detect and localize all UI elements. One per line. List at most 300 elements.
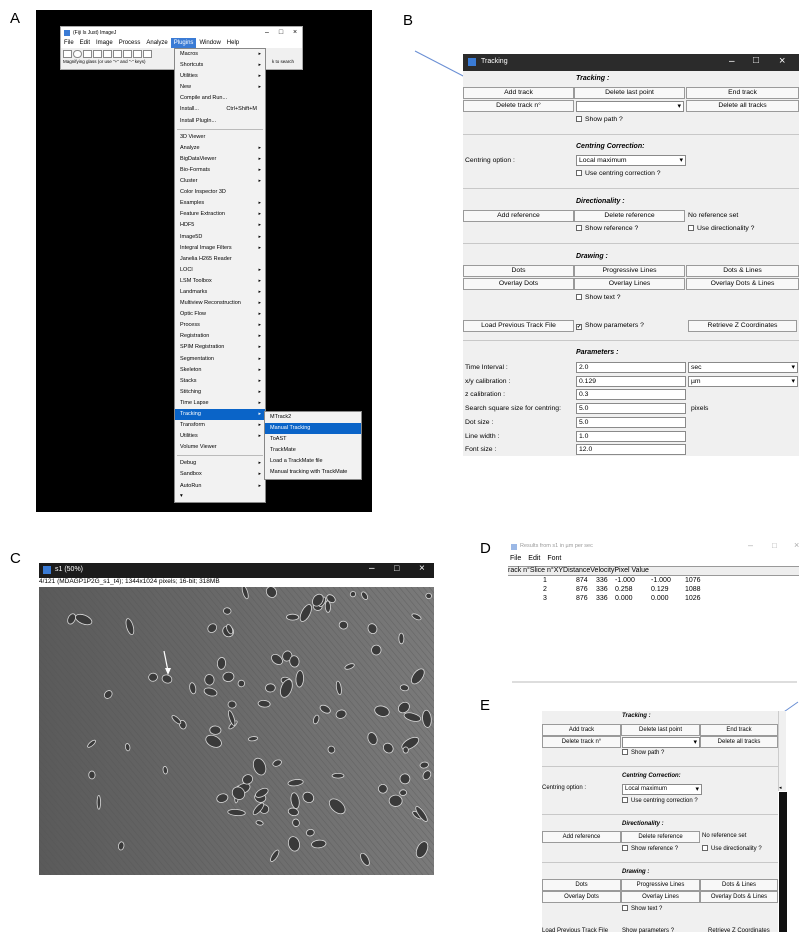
section-divider (463, 243, 799, 244)
plugins-menu-item[interactable] (175, 143, 265, 154)
submenu-arrow-icon: ▸ (258, 73, 261, 80)
checkbox-icon[interactable] (622, 749, 628, 755)
delete-track-n-button[interactable]: Delete track n° (463, 100, 574, 112)
plugins-menu-item[interactable] (175, 93, 265, 104)
table-cell: 0.129 (651, 586, 669, 593)
image-title-bar (39, 563, 434, 578)
plugins-menu-item[interactable] (175, 387, 265, 398)
progressive-lines-button[interactable]: Progressive Lines (574, 265, 685, 277)
delete-reference-button[interactable]: Delete reference (574, 210, 685, 222)
table-cell: 876 (576, 595, 588, 602)
section-drawing-title: Drawing : (622, 869, 650, 875)
show-reference-checkbox[interactable] (622, 845, 678, 852)
table-cell: 1088 (685, 586, 701, 593)
plugins-menu-item[interactable] (175, 354, 265, 365)
plugins-menu-item[interactable] (175, 265, 265, 276)
table-cell: 336 (596, 577, 608, 584)
checkbox-checked-icon[interactable]: ✔ (577, 324, 582, 330)
menu-help[interactable]: Help (226, 40, 240, 46)
show-parameters-checkbox[interactable] (576, 322, 644, 330)
plugins-menu (174, 48, 266, 503)
fiji-title-bar (61, 27, 302, 38)
plugins-menu-item[interactable] (175, 60, 265, 71)
plugins-menu-item[interactable] (175, 116, 265, 127)
overlay-lines-button[interactable]: Overlay Lines (574, 278, 685, 290)
param-label: Line width : (465, 432, 500, 440)
plugins-menu-item[interactable] (175, 71, 265, 82)
plugins-menu-item[interactable] (175, 365, 265, 376)
plugins-menu-item[interactable] (175, 232, 265, 243)
menu-item-label: Landmarks (180, 288, 208, 295)
menu-item-label: Registration (180, 333, 210, 340)
checkbox-label: Show text ? (585, 294, 621, 301)
delete-reference-button[interactable]: Delete reference (621, 831, 700, 843)
submenu-arrow-icon: ▸ (258, 84, 261, 91)
menu-item-label: Janelia H265 Reader (180, 255, 232, 262)
submenu-arrow-icon: ▸ (258, 422, 261, 429)
menu-item-label: Shortcuts (180, 62, 204, 69)
tracking-submenu-item[interactable]: Manual Tracking (265, 423, 361, 434)
tracking-submenu (264, 411, 362, 480)
plugins-menu-item[interactable] (175, 287, 265, 298)
overlay-dots-lines-button[interactable]: Overlay Dots & Lines (686, 278, 799, 290)
menu-item-label: Examples (180, 200, 205, 207)
panel-label-d: D (480, 540, 491, 557)
tracking-window-title: Tracking (481, 58, 508, 65)
checkbox-icon[interactable] (688, 225, 694, 231)
submenu-arrow-icon: ▸ (258, 166, 261, 173)
results-title-bar (508, 542, 799, 554)
load-previous-track-button[interactable]: Load Previous Track File (463, 320, 574, 332)
column-header[interactable]: rack n° (508, 567, 530, 574)
table-row[interactable] (508, 577, 799, 586)
delete-last-point-button[interactable]: Delete last point (621, 724, 700, 736)
minimize-icon[interactable]: – (265, 29, 269, 36)
show-reference-checkbox[interactable] (576, 225, 638, 232)
section-centring-title: Centring Correction: (576, 143, 645, 150)
checkbox-label: Show path ? (631, 750, 665, 756)
param-input[interactable]: 5.0 (576, 403, 686, 414)
plugins-menu-item[interactable] (175, 320, 265, 331)
point-tool-icon[interactable] (123, 50, 132, 58)
param-input[interactable]: 0.3 (576, 389, 686, 400)
end-track-button[interactable]: End track (700, 724, 778, 736)
table-cell: 0.258 (615, 586, 633, 593)
add-reference-button[interactable]: Add reference (463, 210, 574, 222)
checkbox-icon[interactable] (576, 170, 582, 176)
menu-item-label: LSM Toolbox (180, 277, 212, 284)
add-track-button[interactable]: Add track (463, 87, 574, 99)
centring-option-select[interactable]: Local maximum ▾ (622, 784, 702, 795)
menu-item-label: HDF5 (180, 222, 195, 229)
delete-last-point-button[interactable]: Delete last point (574, 87, 685, 99)
table-cell: 3 (543, 595, 547, 602)
submenu-arrow-icon: ▸ (258, 233, 261, 240)
overlay-dots-button[interactable]: Overlay Dots (463, 278, 574, 290)
panel-label-a: A (10, 10, 21, 27)
plugins-menu-item[interactable] (175, 276, 265, 287)
load-previous-track-partial[interactable]: Load Previous Track File (542, 928, 609, 934)
menu-analyze[interactable]: Analyze (146, 40, 168, 46)
menu-image[interactable]: Image (96, 40, 113, 46)
column-header[interactable]: Pixel Value (614, 567, 649, 574)
tracking-submenu-item[interactable]: TrackMate (270, 447, 296, 453)
plugins-menu-item[interactable] (175, 243, 265, 254)
delete-track-n-button[interactable]: Delete track n° (542, 736, 621, 748)
menu-item-label: Install... (180, 106, 199, 113)
menu-item-label: Tracking (180, 411, 201, 417)
menu-process[interactable]: Process (118, 40, 141, 46)
end-track-button[interactable]: End track (686, 87, 799, 99)
show-path-checkbox[interactable] (622, 749, 664, 756)
delete-all-tracks-button[interactable]: Delete all tracks (686, 100, 799, 112)
menu-item-label: Color Inspector 3D (180, 189, 226, 196)
checkbox-label: Show parameters ? (585, 322, 644, 329)
param-label: Time Interval : (465, 364, 508, 371)
param-unit-select[interactable]: µm ▾ (688, 376, 798, 387)
maximize-icon[interactable]: □ (278, 29, 284, 36)
submenu-arrow-icon: ▸ (258, 51, 261, 57)
use-directionality-checkbox[interactable] (702, 845, 762, 852)
menu-item-label: Stacks (180, 377, 197, 384)
plugins-menu-item[interactable] (175, 481, 265, 492)
checkbox-label: Use centring correction ? (585, 170, 661, 177)
reference-status: No reference set (688, 212, 739, 219)
submenu-arrow-icon: ▸ (258, 333, 261, 340)
section-centring-title: Centring Correction: (622, 773, 681, 779)
submenu-arrow-icon: ▸ (258, 222, 261, 229)
fiji-app-icon (511, 544, 517, 550)
maximize-icon[interactable]: □ (753, 55, 760, 66)
menu-separator (177, 455, 263, 456)
submenu-arrow-icon: ▸ (258, 144, 261, 151)
results-menu-font[interactable]: Font (547, 555, 562, 562)
plugins-menu-item[interactable] (175, 49, 265, 60)
minimize-icon[interactable]: – (748, 540, 754, 550)
fiji-menubar (61, 38, 302, 48)
menu-file[interactable]: File (64, 40, 74, 46)
fiji-app-icon (64, 30, 70, 36)
column-header[interactable]: X (553, 567, 559, 574)
table-cell: 1076 (685, 577, 701, 584)
checkbox-label: Use directionality ? (697, 225, 755, 232)
menu-item-label: Install PlugIn... (180, 117, 217, 124)
menu-item-label: Skeleton (180, 366, 202, 373)
cell-microscopy-image[interactable] (39, 587, 434, 875)
param-label: x/y calibration : (465, 377, 511, 385)
column-header[interactable]: Velocity (590, 567, 615, 574)
menu-item-label: Debug (180, 460, 197, 467)
checkbox-icon[interactable] (576, 294, 582, 300)
checkbox-icon[interactable] (622, 797, 628, 803)
overlay-dots-lines-button[interactable]: Overlay Dots & Lines (700, 891, 778, 903)
show-text-checkbox[interactable] (622, 905, 662, 912)
text-tool-icon[interactable] (143, 50, 152, 58)
delete-all-tracks-button[interactable]: Delete all tracks (700, 736, 778, 748)
submenu-arrow-icon: ▸ (258, 433, 261, 440)
centring-option-label: Centring option : (465, 157, 515, 164)
column-header[interactable]: Distance (563, 567, 591, 574)
scroll-left-icon[interactable]: ◂ (779, 785, 782, 791)
menu-separator (177, 129, 263, 130)
submenu-arrow-icon: ▸ (258, 178, 261, 185)
plugins-menu-item[interactable] (175, 165, 265, 176)
submenu-arrow-icon: ▸ (258, 244, 261, 251)
plugins-menu-item[interactable] (175, 409, 265, 420)
param-input[interactable]: 12.0 (576, 444, 686, 455)
section-directionality-title: Directionality : (622, 821, 664, 827)
param-input[interactable]: 1.0 (576, 431, 686, 442)
table-cell: 1 (543, 577, 547, 584)
menu-item-label: Optic Flow (180, 311, 206, 318)
image-info: 4/121 (MDAGP1P2G_s1_t4); 1344x1024 pixels; 16-bit; 318MB (39, 578, 220, 585)
checkbox-label: Show text ? (631, 906, 663, 912)
plugins-menu-item[interactable] (175, 209, 265, 220)
overlay-lines-button[interactable]: Overlay Lines (621, 891, 700, 903)
tracking-window-b (463, 54, 799, 456)
panel-c-image-window (39, 563, 434, 875)
menu-item-label: Sandbox (180, 471, 202, 478)
use-directionality-checkbox[interactable] (688, 225, 754, 232)
submenu-arrow-icon: ▸ (258, 62, 261, 69)
menu-item-label: Transform (180, 422, 205, 429)
menu-item-label: Bio-Formats (180, 166, 210, 173)
overlay-dots-button[interactable]: Overlay Dots (542, 891, 621, 903)
reference-status: No reference set (702, 833, 747, 839)
table-cell: -1.000 (615, 577, 635, 584)
menu-item-label: Utilities (180, 433, 198, 440)
track-number-select[interactable] (622, 737, 700, 748)
table-cell: 1026 (685, 595, 701, 602)
plugins-menu-item[interactable] (175, 132, 265, 143)
more-items-icon[interactable]: ▾ (180, 492, 183, 499)
plugins-menu-item[interactable] (175, 331, 265, 342)
menu-shortcut: Ctrl+Shift+M (226, 106, 257, 113)
tracking-submenu-item[interactable]: ToAST (270, 436, 287, 442)
search-hint[interactable]: k to search (271, 59, 294, 64)
close-icon[interactable]: × (292, 29, 298, 36)
table-row[interactable] (508, 586, 799, 595)
results-window-title: Results from s1 in µm per sec (520, 543, 593, 549)
section-divider (542, 766, 778, 767)
param-unit-select[interactable]: sec ▾ (688, 362, 798, 373)
column-header[interactable]: Slice n° (529, 567, 554, 574)
menu-edit[interactable]: Edit (79, 40, 91, 46)
minimize-icon[interactable]: – (369, 563, 375, 574)
param-input[interactable]: 2.0 (576, 362, 686, 373)
param-input[interactable]: 0.129 (576, 376, 686, 387)
table-cell: 0.000 (651, 595, 669, 602)
dark-edge (779, 792, 787, 932)
plugins-menu-item[interactable] (175, 220, 265, 231)
checkbox-label: Show path ? (585, 116, 623, 123)
submenu-arrow-icon: ▸ (258, 311, 261, 318)
add-reference-button[interactable]: Add reference (542, 831, 621, 843)
add-track-button[interactable]: Add track (542, 724, 621, 736)
checkbox-label: Use directionality ? (711, 846, 762, 852)
results-table-header (508, 566, 799, 576)
section-divider (542, 814, 778, 815)
checkbox-icon[interactable] (622, 845, 628, 851)
section-drawing-title: Drawing : (576, 253, 608, 260)
oval-tool-icon[interactable] (73, 50, 82, 58)
plugins-menu-item[interactable] (175, 469, 265, 480)
menu-item-label: Analyze (180, 144, 200, 151)
fiji-window-title: (Fiji Is Just) ImageJ (73, 29, 117, 36)
dots-lines-button[interactable]: Dots & Lines (686, 265, 799, 277)
menu-item-label: Stitching (180, 388, 202, 395)
show-text-checkbox[interactable] (576, 294, 621, 301)
tracking-submenu-item[interactable]: Manual tracking with TrackMate (270, 469, 348, 475)
plugins-menu-item[interactable] (175, 376, 265, 387)
submenu-arrow-icon: ▸ (258, 388, 261, 395)
menu-item-label: Multiview Reconstruction (180, 300, 241, 307)
section-tracking-title: Tracking : (622, 713, 651, 719)
submenu-arrow-icon: ▸ (258, 300, 261, 307)
line-tool-icon[interactable] (103, 50, 112, 58)
close-icon[interactable]: × (794, 540, 799, 550)
submenu-arrow-icon: ▸ (258, 155, 261, 162)
column-header[interactable]: Y (558, 567, 564, 574)
dots-lines-button[interactable]: Dots & Lines (700, 879, 778, 891)
menu-item-label: Process (180, 322, 200, 329)
submenu-arrow-icon: ▸ (258, 399, 261, 406)
minimize-icon[interactable]: – (729, 56, 735, 67)
retrieve-z-partial[interactable]: Retrieve Z Coordinates (708, 928, 770, 934)
plugins-menu-item[interactable] (175, 154, 265, 165)
submenu-arrow-icon: ▸ (258, 366, 261, 373)
param-unit: pixels (691, 405, 709, 413)
panel-label-b: B (403, 12, 414, 29)
plugins-menu-item[interactable] (175, 298, 265, 309)
section-directionality-title: Directionality : (576, 198, 625, 205)
vertical-scrollbar[interactable] (778, 711, 786, 791)
tracking-submenu-item[interactable]: Load a TrackMate file (270, 458, 323, 464)
tracking-submenu-item[interactable]: MTrack2 (270, 414, 292, 420)
maximize-icon[interactable]: □ (394, 563, 400, 573)
menu-item-label: Cluster (180, 178, 198, 185)
centring-option-select[interactable]: Local maximum ▾ (576, 155, 686, 166)
submenu-arrow-icon: ▸ (258, 482, 261, 489)
plugins-menu-item[interactable] (175, 458, 265, 469)
plugins-menu-item[interactable] (175, 82, 265, 93)
image-window-title: s1 (50%) (55, 566, 84, 573)
table-cell: 876 (576, 586, 588, 593)
close-icon[interactable]: × (779, 55, 786, 67)
use-centring-checkbox[interactable] (622, 797, 698, 804)
angle-tool-icon[interactable] (113, 50, 122, 58)
submenu-arrow-icon: ▸ (258, 355, 261, 362)
menu-item-label: LOCI (180, 266, 193, 273)
wand-tool-icon[interactable] (133, 50, 142, 58)
dots-button[interactable]: Dots (542, 879, 621, 891)
submenu-arrow-icon: ▸ (258, 288, 261, 295)
menu-plugins[interactable]: Plugins (171, 38, 197, 48)
param-input[interactable]: 5.0 (576, 417, 686, 428)
rectangle-tool-icon[interactable] (63, 50, 72, 58)
table-cell: 336 (596, 595, 608, 602)
section-divider (463, 340, 799, 341)
plugins-menu-item[interactable] (175, 187, 265, 198)
plugins-menu-item[interactable] (175, 431, 265, 442)
panel-label-e: E (480, 697, 491, 714)
use-centring-checkbox[interactable] (576, 170, 661, 177)
checkbox-icon[interactable] (702, 845, 708, 851)
plugins-menu-item[interactable] (175, 398, 265, 409)
table-cell: 874 (576, 577, 588, 584)
menu-item-label: BigDataViewer (180, 155, 217, 162)
table-cell: -1.000 (651, 577, 671, 584)
menu-item-label: Compile and Run... (180, 95, 228, 102)
section-divider (463, 134, 799, 135)
checkbox-label: Use centring correction ? (631, 798, 698, 804)
section-divider (542, 862, 778, 863)
section-parameters-title: Parameters : (576, 349, 619, 356)
close-icon[interactable]: × (419, 563, 425, 574)
panel-d-results-window (508, 540, 799, 685)
maximize-icon[interactable]: □ (772, 541, 777, 550)
submenu-arrow-icon: ▸ (258, 411, 261, 417)
plugins-menu-item[interactable] (175, 176, 265, 187)
checkbox-label: Show reference ? (631, 846, 679, 852)
plugins-menu-item[interactable] (175, 198, 265, 209)
checkbox-icon[interactable] (622, 905, 628, 911)
retrieve-z-button[interactable]: Retrieve Z Coordinates (688, 320, 797, 332)
show-parameters-partial[interactable]: Show parameters ? (622, 928, 675, 934)
menu-item-label: Segmentation (180, 355, 214, 362)
submenu-arrow-icon: ▸ (258, 471, 261, 478)
table-cell: 336 (596, 586, 608, 593)
plugins-menu-item[interactable] (175, 442, 265, 453)
menu-item-label: 3D Viewer (180, 133, 206, 140)
table-row[interactable] (508, 595, 799, 604)
param-label: Font size : (465, 446, 497, 454)
plugins-menu-item[interactable] (175, 420, 265, 431)
checkbox-icon[interactable] (576, 225, 582, 231)
progressive-lines-button[interactable]: Progressive Lines (621, 879, 700, 891)
tracking-window-e (542, 711, 778, 932)
fiji-app-icon (468, 58, 476, 66)
centring-option-label: Centring option : (542, 785, 587, 791)
horizontal-scrollbar[interactable] (512, 681, 797, 683)
table-cell: 2 (543, 586, 547, 593)
results-menu-edit[interactable]: Edit (528, 555, 541, 562)
section-tracking-title: Tracking : (576, 75, 610, 82)
polygon-tool-icon[interactable] (83, 50, 92, 58)
menu-item-label: Image5D (180, 233, 203, 240)
show-path-checkbox[interactable] (576, 116, 623, 123)
menu-window[interactable]: Window (199, 40, 221, 46)
panel-label-c: C (10, 550, 21, 567)
submenu-arrow-icon: ▸ (258, 200, 261, 207)
freehand-tool-icon[interactable] (93, 50, 102, 58)
track-number-select[interactable] (576, 101, 684, 112)
results-menu-file[interactable]: File (510, 555, 522, 562)
menu-item-label: Macros (180, 51, 199, 57)
menu-item-label: Volume Viewer (180, 444, 217, 451)
plugins-menu-item[interactable] (175, 342, 265, 353)
plugins-menu-item[interactable] (175, 104, 265, 115)
menu-item-label: Utilities (180, 73, 198, 80)
submenu-arrow-icon: ▸ (258, 322, 261, 329)
checkbox-icon[interactable] (576, 116, 582, 122)
dots-button[interactable]: Dots (463, 265, 574, 277)
submenu-arrow-icon: ▸ (258, 277, 261, 284)
param-label: Search square size for centring: (465, 405, 561, 413)
submenu-arrow-icon: ▸ (258, 211, 261, 218)
plugins-menu-item[interactable] (175, 254, 265, 265)
plugins-menu-item[interactable] (175, 309, 265, 320)
